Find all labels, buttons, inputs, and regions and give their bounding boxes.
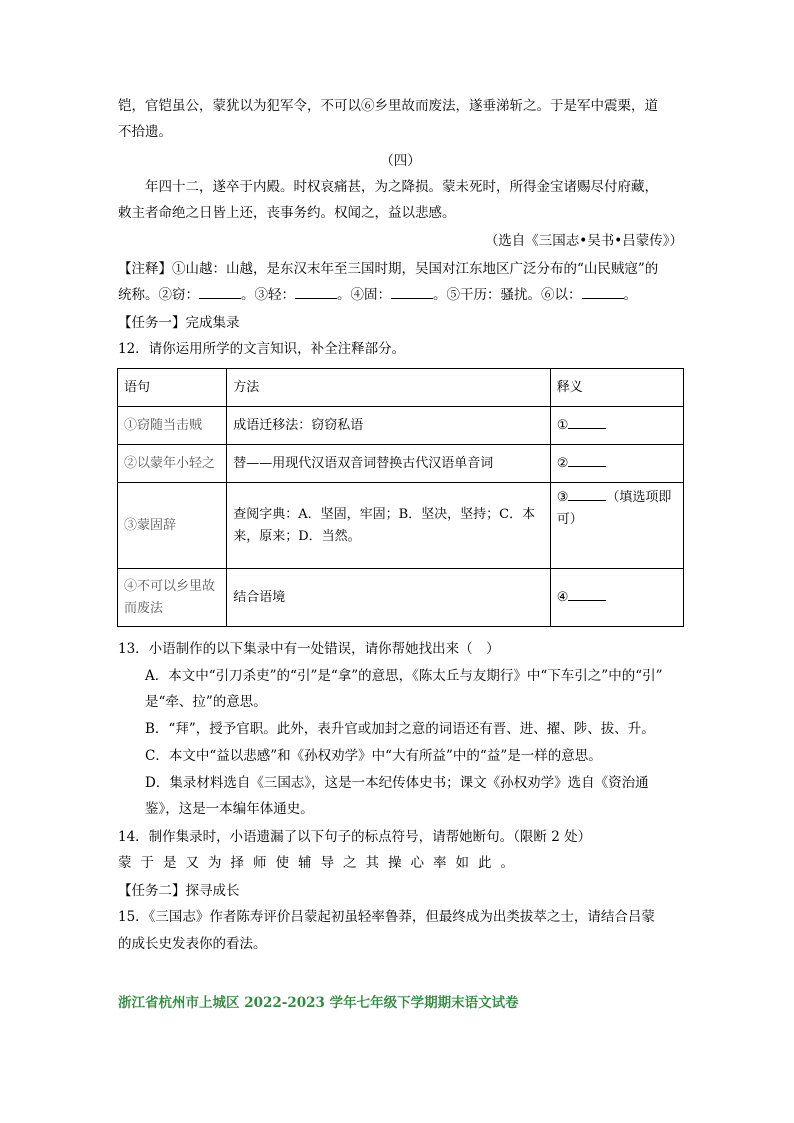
question-15-line1: 15．《三国志》作者陈寿评价吕蒙起初虽轻率鲁莽，但最终成为出类拔萃之士，请结合吕蒙 bbox=[118, 909, 655, 925]
answer-number: ④ bbox=[556, 589, 569, 605]
answer-blank[interactable] bbox=[568, 416, 606, 429]
row-answer[interactable] bbox=[550, 483, 683, 569]
table-header: 语句 bbox=[118, 369, 227, 407]
row-method: 成语迁移法：窃窃私语 bbox=[227, 407, 551, 445]
notes-text-b: 。③轻： bbox=[241, 287, 295, 303]
q13-option-a-line1[interactable]: A．本文中“引刀杀吏”的“引”是“拿”的意思，《陈太丘与友期行》中“下车引之”中的“引” bbox=[145, 668, 663, 684]
answer-blank[interactable] bbox=[582, 286, 624, 299]
section4-heading: （四） bbox=[380, 153, 421, 169]
annotation-table bbox=[117, 368, 684, 627]
row-phrase: ②以蒙年小轻之 bbox=[118, 445, 227, 483]
row-answer[interactable] bbox=[550, 407, 683, 445]
answer-blank[interactable] bbox=[568, 488, 606, 501]
notes-text-c: 。④固： bbox=[337, 287, 391, 303]
table-row bbox=[118, 483, 684, 569]
row-phrase: ④不可以乡里故而废法 bbox=[118, 569, 227, 627]
q13-option-c[interactable]: C．本文中“益以悲感”和《孙权劝学》中“大有所益”中的“益”是一样的意思。 bbox=[145, 748, 602, 764]
answer-note: （填选项即可） bbox=[556, 490, 672, 527]
answer-blank[interactable] bbox=[568, 454, 606, 467]
passage-source: （选自《三国志•吴书•吕蒙传》） bbox=[484, 233, 683, 249]
notes-line2 bbox=[118, 284, 683, 306]
question-15-line2: 的成长史发表你的看法。 bbox=[118, 936, 267, 952]
row-phrase: ①窃随当击贼 bbox=[118, 407, 227, 445]
row-phrase: ③蒙固辞 bbox=[118, 483, 227, 569]
row-answer[interactable] bbox=[550, 445, 683, 483]
passage-para3-line2: 不拾遗。 bbox=[118, 124, 172, 140]
passage-para3-line1: 铠，官铠虽公，蒙犹以为犯军令，不可以⑥乡里故而废法，遂垂涕斩之。于是军中震栗，道 bbox=[118, 98, 658, 114]
answer-number: ③ bbox=[556, 490, 569, 505]
question-12: 12．请你运用所学的文言知识，补全注释部分。 bbox=[118, 341, 406, 357]
notes-text-d: 。⑤干历：骚扰。⑥以： bbox=[433, 287, 582, 303]
q14-sentence: 蒙于是又为择师使辅导之其操心率如此。 bbox=[118, 855, 523, 871]
notes-text-a: 统称。②窃： bbox=[118, 287, 199, 303]
row-method: 查阅字典：A．坚固，牢固；B．坚决，坚持；C．本来，原来；D．当然。 bbox=[227, 483, 551, 569]
task2-heading: 【任务二】探寻成长 bbox=[118, 883, 240, 899]
table-header: 方法 bbox=[227, 369, 551, 407]
q13-option-b[interactable]: B．“拜”，授予官职。此外，表升官或加封之意的词语还有晋、进、擢、陟、拔、升。 bbox=[145, 721, 655, 737]
notes-text-e: 。 bbox=[623, 287, 637, 303]
q13-option-d-line1[interactable]: D．集录材料选自《三国志》，这是一本纪传体史书；课文《孙权劝学》选自《资治通 bbox=[145, 775, 649, 791]
answer-number: ① bbox=[556, 417, 569, 433]
answer-blank[interactable] bbox=[295, 286, 337, 299]
answer-blank[interactable] bbox=[391, 286, 433, 299]
answer-number: ② bbox=[556, 455, 569, 471]
passage-para4-line1: 年四十二，遂卒于内殿。时权哀痛甚，为之降损。蒙未死时，所得金宝诸赐尽付府藏， bbox=[145, 179, 658, 195]
table-header-row bbox=[118, 369, 684, 407]
question-14: 14．制作集录时，小语遗漏了以下句子的标点符号，请帮她断句。（限断 2 处） bbox=[118, 829, 592, 845]
row-answer[interactable] bbox=[550, 569, 683, 627]
exam-title-footer: 浙江省杭州市上城区 2022-2023 学年七年级下学期期末语文试卷 bbox=[118, 995, 519, 1011]
row-method: 结合语境 bbox=[227, 569, 551, 627]
q13-option-a-line2: 是“牵、拉”的意思。 bbox=[145, 694, 267, 710]
table-row bbox=[118, 569, 684, 627]
table-row bbox=[118, 407, 684, 445]
answer-blank[interactable] bbox=[199, 286, 241, 299]
task1-heading: 【任务一】完成集录 bbox=[118, 315, 240, 331]
notes-line1: 【注释】①山越：山越，是东汉末年至三国时期，吴国对江东地区广泛分布的“山民贼寇”的 bbox=[118, 261, 659, 277]
question-13: 13．小语制作的以下集录中有一处错误，请你帮她找出来（ ） bbox=[118, 641, 500, 657]
q13-option-d-line2: 鉴》，这是一本编年体通史。 bbox=[145, 801, 314, 817]
answer-blank[interactable] bbox=[568, 588, 606, 601]
passage-para4-line2: 敕主者命绝之日皆上还，丧事务约。权闻之，益以悲感。 bbox=[118, 205, 456, 221]
table-header: 释义 bbox=[550, 369, 683, 407]
table-row bbox=[118, 445, 684, 483]
row-method: 替——用现代汉语双音词替换古代汉语单音词 bbox=[227, 445, 551, 483]
